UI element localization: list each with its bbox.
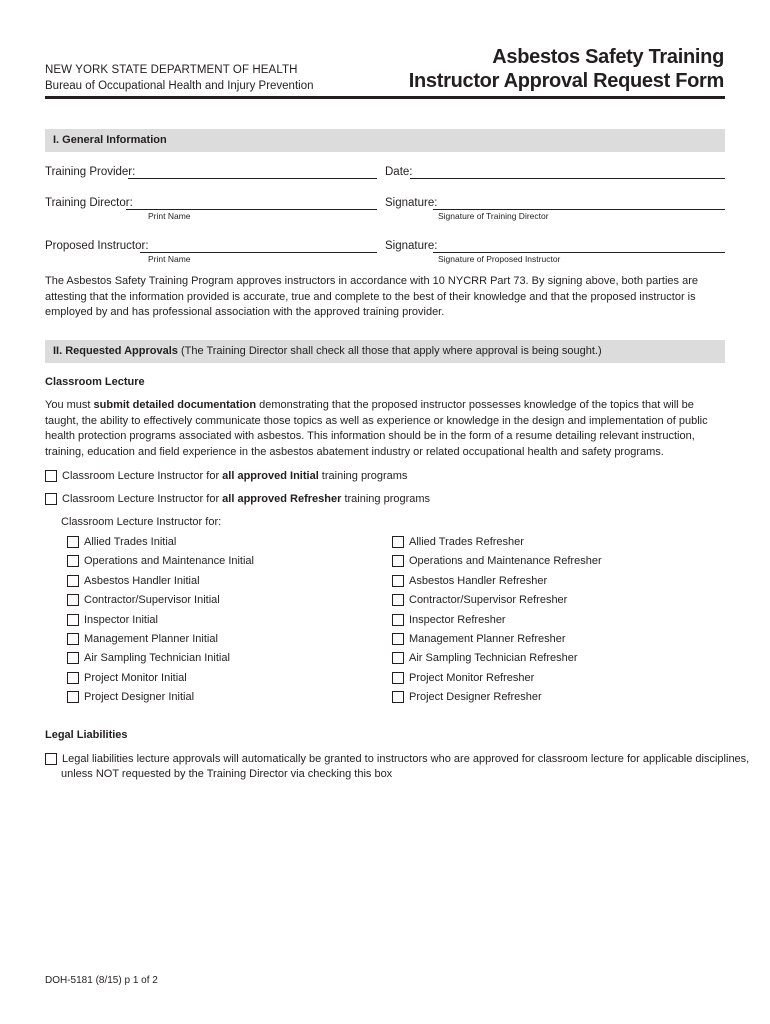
program-option[interactable] [392,690,542,704]
program-option[interactable] [392,574,547,588]
option-label: Inspector Refresher [409,613,506,626]
form-id: DOH-5181 (8/15) p 1 of 2 [45,975,158,986]
option-label: Asbestos Handler Initial [84,574,200,587]
training-provider-label: Training Provider: [45,166,136,178]
program-option[interactable] [67,690,194,704]
program-option[interactable] [392,535,524,549]
program-option[interactable] [67,651,230,665]
option-label: Management Planner Initial [84,633,218,645]
documentation-paragraph [45,398,729,460]
checkbox[interactable] [67,555,79,567]
checkbox[interactable] [45,493,57,505]
print-name-hint: Print Name [148,254,191,264]
option-label: Contractor/Supervisor Initial [84,594,220,607]
checkbox[interactable] [392,691,404,703]
option-label: Air Sampling Technician Refresher [409,652,578,665]
legal-liabilities-continued: unless NOT requested by the Training Director via checking this box [61,768,393,780]
option-label: Operations and Maintenance Refresher [409,555,602,568]
form-title-line2: Instructor Approval Request Form [408,70,724,92]
doc-emphasis: submit detailed documentation [93,399,257,411]
checkbox[interactable] [67,594,79,606]
checkbox[interactable] [45,470,57,482]
section-requested-approvals [45,340,725,363]
option-label: Inspector Initial [84,613,158,626]
option-label: Allied Trades Refresher [409,536,524,548]
classroom-lecture-heading: Classroom Lecture [45,376,145,388]
program-option[interactable] [392,593,567,607]
option-label: Management Planner Refresher [409,633,566,645]
checkbox[interactable] [67,652,79,664]
form-title-line1: Asbestos Safety Training [492,46,724,68]
program-option[interactable] [67,671,187,685]
director-signature-hint: Signature of Training Director [438,211,549,221]
director-signature-field[interactable] [433,209,725,210]
option-label: Asbestos Handler Refresher [409,574,548,587]
director-signature-label: Signature: [385,197,438,209]
option-label: Contractor/Supervisor Refresher [409,594,568,607]
program-option[interactable] [67,613,158,627]
section-title: II. Requested Approvals [53,345,178,357]
instructor-signature-label: Signature: [385,240,438,252]
instructor-signature-hint: Signature of Proposed Instructor [438,254,561,264]
checkbox[interactable] [392,614,404,626]
program-option[interactable] [392,613,506,627]
program-option[interactable] [67,535,176,549]
option-label: Project Monitor Refresher [409,671,535,684]
checkbox[interactable] [67,575,79,587]
program-option[interactable] [392,632,566,646]
proposed-instructor-label: Proposed Instructor: [45,240,149,252]
section-general-information [45,129,725,152]
option-label: Allied Trades Initial [84,536,177,548]
section-title: I. General Information [53,134,167,146]
program-option[interactable] [392,554,602,568]
program-option[interactable] [392,651,578,665]
date-label: Date: [385,166,413,178]
print-name-hint: Print Name [148,211,191,221]
instructor-signature-field[interactable] [433,252,725,253]
checkbox[interactable] [392,652,404,664]
program-option[interactable] [67,593,220,607]
training-director-name-field[interactable] [126,209,377,210]
option-label: Project Monitor Initial [84,671,187,684]
checkbox[interactable] [67,672,79,684]
checkbox[interactable] [392,555,404,567]
all-initial-option[interactable] [45,469,407,483]
training-director-label: Training Director: [45,197,133,209]
checkbox[interactable] [67,536,79,548]
checkbox[interactable] [67,691,79,703]
training-provider-field[interactable] [128,178,377,179]
specific-programs-label: Classroom Lecture Instructor for: [61,516,222,528]
program-option[interactable] [67,574,200,588]
proposed-instructor-name-field[interactable] [140,252,377,253]
option-label: Classroom Lecture Instructor for all approved Initial training programs [62,470,408,482]
checkbox[interactable] [392,633,404,645]
checkbox[interactable] [392,575,404,587]
checkbox[interactable] [67,633,79,645]
option-label: Legal liabilities lecture approvals will automatically be granted to instructors who are approved for classroom lecture for applicable disciplines, [62,753,750,765]
all-refresher-option[interactable] [45,492,430,506]
checkbox[interactable] [392,594,404,606]
checkbox[interactable] [67,614,79,626]
checkbox[interactable] [392,536,404,548]
date-field[interactable] [410,178,725,179]
checkbox[interactable] [45,753,57,765]
option-label: Operations and Maintenance Initial [84,555,254,568]
program-option[interactable] [67,554,254,568]
legal-liabilities-heading: Legal Liabilities [45,729,128,741]
program-option[interactable] [67,632,218,646]
option-label: Air Sampling Technician Initial [84,652,230,665]
program-option[interactable] [392,671,534,685]
bureau-name: Bureau of Occupational Health and Injury Prevention [45,80,314,92]
checkbox[interactable] [392,672,404,684]
option-label: Project Designer Initial [84,691,195,704]
department-name: NEW YORK STATE DEPARTMENT OF HEALTH [45,64,298,76]
option-label: Project Designer Refresher [409,691,542,704]
section-note: (The Training Director shall check all those that apply where approval is being sought.) [180,345,602,357]
doc-rest: demonstrating that the proposed instructor possesses knowledge of the topics that will be taught, the ability to effectively communicate those topics as well as experience or knowledge in the design and implementation of public health protection programs associated with asbestos. This information should be in the form of a resume detailing relevant instruction, training, education and field experience in the asbestos abatement industry or related occupational health and safety programs. [45,399,708,458]
title-rule [45,96,725,99]
legal-liabilities-option[interactable] [45,752,749,766]
option-label: Classroom Lecture Instructor for all approved Refresher training programs [62,493,431,505]
doc-intro: You must [45,399,94,411]
attestation-paragraph: The Asbestos Safety Training Program approves instructors in accordance with 10 NYCRR Part 73. By signing above, both parties are attesting that the information provided is accurate, true and complete to the best of their knowledge and that the proposed instructor is employed by and has professional association with the approved training provider. [45,275,698,318]
